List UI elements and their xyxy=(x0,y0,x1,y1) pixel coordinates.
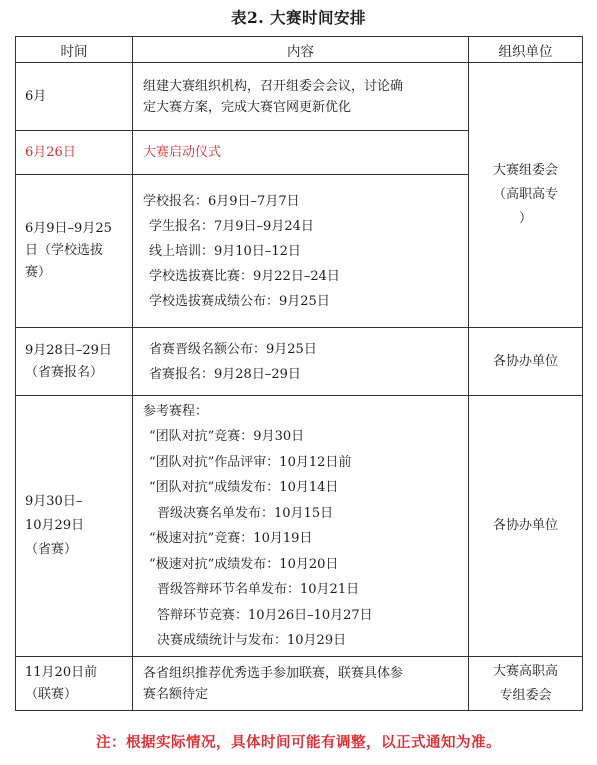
time-text: 6月9日–9月25 xyxy=(25,221,112,236)
content-line: 省赛报名：9月28日–29日 xyxy=(149,366,301,382)
org-line: ） xyxy=(518,211,532,226)
org-cell-co-organizer xyxy=(469,396,583,657)
time-cell xyxy=(16,175,133,328)
table-row xyxy=(16,328,583,396)
org-line: 各协办单位 xyxy=(492,518,558,533)
time-cell xyxy=(16,131,133,175)
table-row xyxy=(16,657,583,711)
content-line: 各省组织推荐优秀选手参加联赛，联赛具体参 xyxy=(143,665,404,681)
content-line: 学校选拔赛成绩公布：9月25日 xyxy=(149,293,330,309)
content-cell xyxy=(133,328,469,396)
table-row xyxy=(16,396,583,657)
content-line: 定大赛方案，完成大赛官网更新优化 xyxy=(143,99,352,115)
schedule-table xyxy=(15,36,583,711)
time-text: 赛） xyxy=(25,265,52,280)
time-text: 10月29日 xyxy=(25,518,85,533)
org-cell-co-organizer xyxy=(469,328,583,396)
content-cell xyxy=(133,131,469,175)
content-line: “极速对抗”竞赛：10月19日 xyxy=(149,531,313,546)
content-line: 大赛启动仪式 xyxy=(143,145,222,160)
time-text: 6月 xyxy=(25,88,47,104)
content-cell xyxy=(133,63,469,131)
content-cell xyxy=(133,175,469,328)
org-line: 专组委会 xyxy=(499,687,552,703)
footnote: 注：根据实际情况，具体时间可能有调整，以正式通知为准。 xyxy=(96,734,501,751)
time-text: 9月28日–29日 xyxy=(25,342,112,358)
time-text: 11月20日前 xyxy=(25,664,98,680)
time-text: 9月30日– xyxy=(25,494,83,509)
content-line: 学校报名：6月9日–7月7日 xyxy=(143,193,300,209)
content-line: 决赛成绩统计与发布：10月29日 xyxy=(157,633,347,648)
content-line: 学生报名：7月9日–9月24日 xyxy=(149,218,314,234)
table-title: 表2. 大赛时间安排 xyxy=(230,8,367,27)
time-text: （省赛报名） xyxy=(25,364,104,380)
content-line: 晋级答辩环节名单发布：10月21日 xyxy=(157,582,360,597)
time-text: （联赛） xyxy=(25,686,78,702)
content-cell xyxy=(133,657,469,711)
time-cell xyxy=(16,396,133,657)
content-line: 省赛晋级名额公布：9月25日 xyxy=(149,341,317,357)
content-line: “团队对抗”作品评审：10月12日前 xyxy=(149,454,352,470)
org-line: 各协办单位 xyxy=(492,353,558,369)
table-row xyxy=(16,63,583,131)
org-cell-committee xyxy=(469,63,583,328)
content-line: “团队对抗”竞赛：9月30日 xyxy=(149,429,305,444)
table-header-row xyxy=(16,37,583,63)
time-text: 6月26日 xyxy=(25,144,76,160)
content-line: “极速对抗”成绩发布：10月20日 xyxy=(149,556,339,572)
time-text: 日（学校选拔 xyxy=(25,243,104,258)
content-line: 线上培训：9月10日–12日 xyxy=(149,243,301,259)
header-content: 内容 xyxy=(133,37,469,63)
org-line: 大赛组委会 xyxy=(492,163,558,178)
time-cell xyxy=(16,63,133,131)
org-line: 大赛高职高 xyxy=(492,663,558,679)
time-cell xyxy=(16,328,133,396)
content-line: “团队对抗”成绩发布：10月14日 xyxy=(149,480,339,495)
content-line: 晋级决赛名单发布：10月15日 xyxy=(157,505,334,521)
content-line: 组建大赛组织机构，召开组委会会议，讨论确 xyxy=(143,78,404,94)
content-line: 答辩环节竞赛：10月26日–10月27日 xyxy=(157,607,373,623)
header-org: 组织单位 xyxy=(469,37,583,63)
header-time: 时间 xyxy=(16,37,133,63)
content-line: 赛名额待定 xyxy=(143,686,209,702)
org-line: （高职高专 xyxy=(492,187,558,202)
content-cell xyxy=(133,396,469,657)
time-cell xyxy=(16,657,133,711)
content-line: 学校选拔赛比赛：9月22日–24日 xyxy=(149,268,340,284)
time-text: （省赛） xyxy=(25,542,78,557)
org-cell-final xyxy=(469,657,583,711)
content-line: 参考赛程： xyxy=(143,403,209,419)
